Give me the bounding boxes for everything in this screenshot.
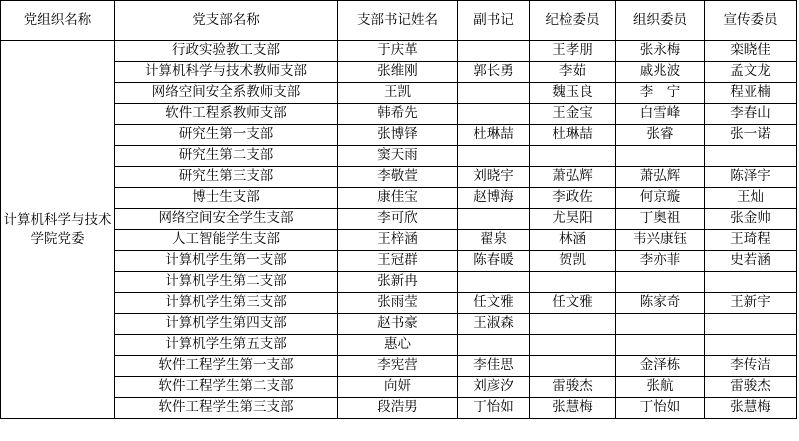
publicity-member-cell: 孟文龙 bbox=[705, 62, 797, 83]
deputy-secretary-cell: 李佳思 bbox=[458, 356, 530, 377]
organization-member-cell bbox=[616, 314, 705, 335]
secretary-cell: 王冠群 bbox=[338, 251, 458, 272]
publicity-member-cell: 王灿 bbox=[705, 188, 797, 209]
secretary-cell: 段浩男 bbox=[338, 398, 458, 419]
discipline-member-cell bbox=[530, 272, 616, 293]
discipline-member-cell: 王金宝 bbox=[530, 104, 616, 125]
deputy-secretary-cell: 翟泉 bbox=[458, 230, 530, 251]
table-row bbox=[1, 146, 797, 167]
secretary-cell: 惠心 bbox=[338, 335, 458, 356]
discipline-member-cell: 张慧梅 bbox=[530, 398, 616, 419]
table-row bbox=[1, 167, 797, 188]
publicity-member-cell bbox=[705, 335, 797, 356]
branch-name-cell: 行政实验教工支部 bbox=[115, 41, 338, 62]
branch-name-cell: 计算机学生第五支部 bbox=[115, 335, 338, 356]
branch-name-cell: 软件工程学生第二支部 bbox=[115, 377, 338, 398]
table-row bbox=[1, 356, 797, 377]
organization-member-cell: 张航 bbox=[616, 377, 705, 398]
discipline-member-cell: 任文雅 bbox=[530, 293, 616, 314]
organization-member-cell: 白雪峰 bbox=[616, 104, 705, 125]
branch-name-cell: 计算机学生第四支部 bbox=[115, 314, 338, 335]
discipline-member-cell bbox=[530, 356, 616, 377]
header-deputy-secretary: 副书记 bbox=[458, 1, 530, 41]
table-row bbox=[1, 377, 797, 398]
table-row bbox=[1, 335, 797, 356]
branch-name-cell: 软件工程学生第三支部 bbox=[115, 398, 338, 419]
organization-member-cell: 何京璇 bbox=[616, 188, 705, 209]
table-row bbox=[1, 41, 797, 62]
organization-member-cell: 陈家奇 bbox=[616, 293, 705, 314]
deputy-secretary-cell bbox=[458, 83, 530, 104]
branch-name-cell: 计算机学生第二支部 bbox=[115, 272, 338, 293]
publicity-member-cell: 栾晓佳 bbox=[705, 41, 797, 62]
organization-member-cell: 丁怡如 bbox=[616, 398, 705, 419]
organization-member-cell: 李 宁 bbox=[616, 83, 705, 104]
organization-member-cell: 金泽栋 bbox=[616, 356, 705, 377]
secretary-cell: 张新冉 bbox=[338, 272, 458, 293]
publicity-member-cell: 张金帅 bbox=[705, 209, 797, 230]
branch-name-cell: 人工智能学生支部 bbox=[115, 230, 338, 251]
header-secretary: 支部书记姓名 bbox=[338, 1, 458, 41]
table-row bbox=[1, 314, 797, 335]
organization-member-cell bbox=[616, 146, 705, 167]
discipline-member-cell: 尤昊阳 bbox=[530, 209, 616, 230]
header-org-name: 党组织名称 bbox=[1, 1, 115, 41]
deputy-secretary-cell: 丁怡如 bbox=[458, 398, 530, 419]
deputy-secretary-cell bbox=[458, 41, 530, 62]
publicity-member-cell: 陈泽宇 bbox=[705, 167, 797, 188]
branch-name-cell: 软件工程学生第一支部 bbox=[115, 356, 338, 377]
organization-member-cell: 萧弘辉 bbox=[616, 167, 705, 188]
publicity-member-cell: 王新宇 bbox=[705, 293, 797, 314]
branch-name-cell: 计算机学生第三支部 bbox=[115, 293, 338, 314]
discipline-member-cell: 王孝朋 bbox=[530, 41, 616, 62]
branch-name-cell: 计算机科学与技术教师支部 bbox=[115, 62, 338, 83]
discipline-member-cell bbox=[530, 146, 616, 167]
secretary-cell: 赵书豪 bbox=[338, 314, 458, 335]
secretary-cell: 康佳宝 bbox=[338, 188, 458, 209]
deputy-secretary-cell: 任文雅 bbox=[458, 293, 530, 314]
secretary-cell: 张维刚 bbox=[338, 62, 458, 83]
branch-name-cell: 软件工程系教师支部 bbox=[115, 104, 338, 125]
secretary-cell: 韩希先 bbox=[338, 104, 458, 125]
table-row bbox=[1, 293, 797, 314]
discipline-member-cell bbox=[530, 335, 616, 356]
deputy-secretary-cell: 赵博海 bbox=[458, 188, 530, 209]
table-row bbox=[1, 209, 797, 230]
secretary-cell: 张雨莹 bbox=[338, 293, 458, 314]
deputy-secretary-cell bbox=[458, 272, 530, 293]
publicity-member-cell: 张慧梅 bbox=[705, 398, 797, 419]
publicity-member-cell: 李春山 bbox=[705, 104, 797, 125]
deputy-secretary-cell bbox=[458, 104, 530, 125]
deputy-secretary-cell bbox=[458, 146, 530, 167]
branch-name-cell: 计算机学生第一支部 bbox=[115, 251, 338, 272]
table-row bbox=[1, 62, 797, 83]
branch-name-cell: 研究生第三支部 bbox=[115, 167, 338, 188]
publicity-member-cell bbox=[705, 272, 797, 293]
deputy-secretary-cell bbox=[458, 335, 530, 356]
branch-name-cell: 网络空间安全学生支部 bbox=[115, 209, 338, 230]
discipline-member-cell: 杜琳喆 bbox=[530, 125, 616, 146]
secretary-cell: 张博铎 bbox=[338, 125, 458, 146]
discipline-member-cell: 魏玉良 bbox=[530, 83, 616, 104]
secretary-cell: 王凯 bbox=[338, 83, 458, 104]
deputy-secretary-cell: 陈春暖 bbox=[458, 251, 530, 272]
table-row bbox=[1, 398, 797, 419]
deputy-secretary-cell: 杜琳喆 bbox=[458, 125, 530, 146]
branch-name-cell: 网络空间安全系教师支部 bbox=[115, 83, 338, 104]
publicity-member-cell: 史若涵 bbox=[705, 251, 797, 272]
branch-name-cell: 研究生第一支部 bbox=[115, 125, 338, 146]
table-row bbox=[1, 125, 797, 146]
branch-name-cell: 研究生第二支部 bbox=[115, 146, 338, 167]
publicity-member-cell: 雷骏杰 bbox=[705, 377, 797, 398]
header-row bbox=[1, 1, 797, 41]
table-body bbox=[1, 41, 797, 419]
org-name-cell: 计算机科学与技术学院党委 bbox=[1, 41, 115, 419]
table-row bbox=[1, 251, 797, 272]
secretary-cell: 于庆革 bbox=[338, 41, 458, 62]
discipline-member-cell: 李茹 bbox=[530, 62, 616, 83]
secretary-cell: 向妍 bbox=[338, 377, 458, 398]
header-branch-name: 党支部名称 bbox=[115, 1, 338, 41]
secretary-cell: 李可欣 bbox=[338, 209, 458, 230]
organization-member-cell: 戚兆波 bbox=[616, 62, 705, 83]
discipline-member-cell: 贺凯 bbox=[530, 251, 616, 272]
secretary-cell: 李宪营 bbox=[338, 356, 458, 377]
secretary-cell: 窦天雨 bbox=[338, 146, 458, 167]
discipline-member-cell: 雷骏杰 bbox=[530, 377, 616, 398]
header-organization-member: 组织委员 bbox=[616, 1, 705, 41]
table-row bbox=[1, 272, 797, 293]
deputy-secretary-cell: 王淑森 bbox=[458, 314, 530, 335]
discipline-member-cell bbox=[530, 314, 616, 335]
publicity-member-cell: 程亚楠 bbox=[705, 83, 797, 104]
organization-member-cell: 李亦菲 bbox=[616, 251, 705, 272]
organization-member-cell bbox=[616, 272, 705, 293]
deputy-secretary-cell: 刘晓宇 bbox=[458, 167, 530, 188]
discipline-member-cell: 李政佐 bbox=[530, 188, 616, 209]
publicity-member-cell: 王琦程 bbox=[705, 230, 797, 251]
header-discipline-member: 纪检委员 bbox=[530, 1, 616, 41]
branch-name-cell: 博士生支部 bbox=[115, 188, 338, 209]
deputy-secretary-cell bbox=[458, 209, 530, 230]
deputy-secretary-cell: 刘彦汐 bbox=[458, 377, 530, 398]
discipline-member-cell: 萧弘辉 bbox=[530, 167, 616, 188]
secretary-cell: 王梓涵 bbox=[338, 230, 458, 251]
table-row bbox=[1, 188, 797, 209]
organization-member-cell: 韦兴康钰 bbox=[616, 230, 705, 251]
organization-member-cell bbox=[616, 335, 705, 356]
publicity-member-cell: 李传洁 bbox=[705, 356, 797, 377]
publicity-member-cell bbox=[705, 314, 797, 335]
publicity-member-cell bbox=[705, 146, 797, 167]
table-row bbox=[1, 230, 797, 251]
table-row bbox=[1, 83, 797, 104]
organization-member-cell: 丁奥祖 bbox=[616, 209, 705, 230]
table-row bbox=[1, 104, 797, 125]
publicity-member-cell: 张一诺 bbox=[705, 125, 797, 146]
organization-member-cell: 张永梅 bbox=[616, 41, 705, 62]
header-publicity-member: 宣传委员 bbox=[705, 1, 797, 41]
deputy-secretary-cell: 郭长勇 bbox=[458, 62, 530, 83]
secretary-cell: 李敬萱 bbox=[338, 167, 458, 188]
discipline-member-cell: 林涵 bbox=[530, 230, 616, 251]
organization-member-cell: 张睿 bbox=[616, 125, 705, 146]
